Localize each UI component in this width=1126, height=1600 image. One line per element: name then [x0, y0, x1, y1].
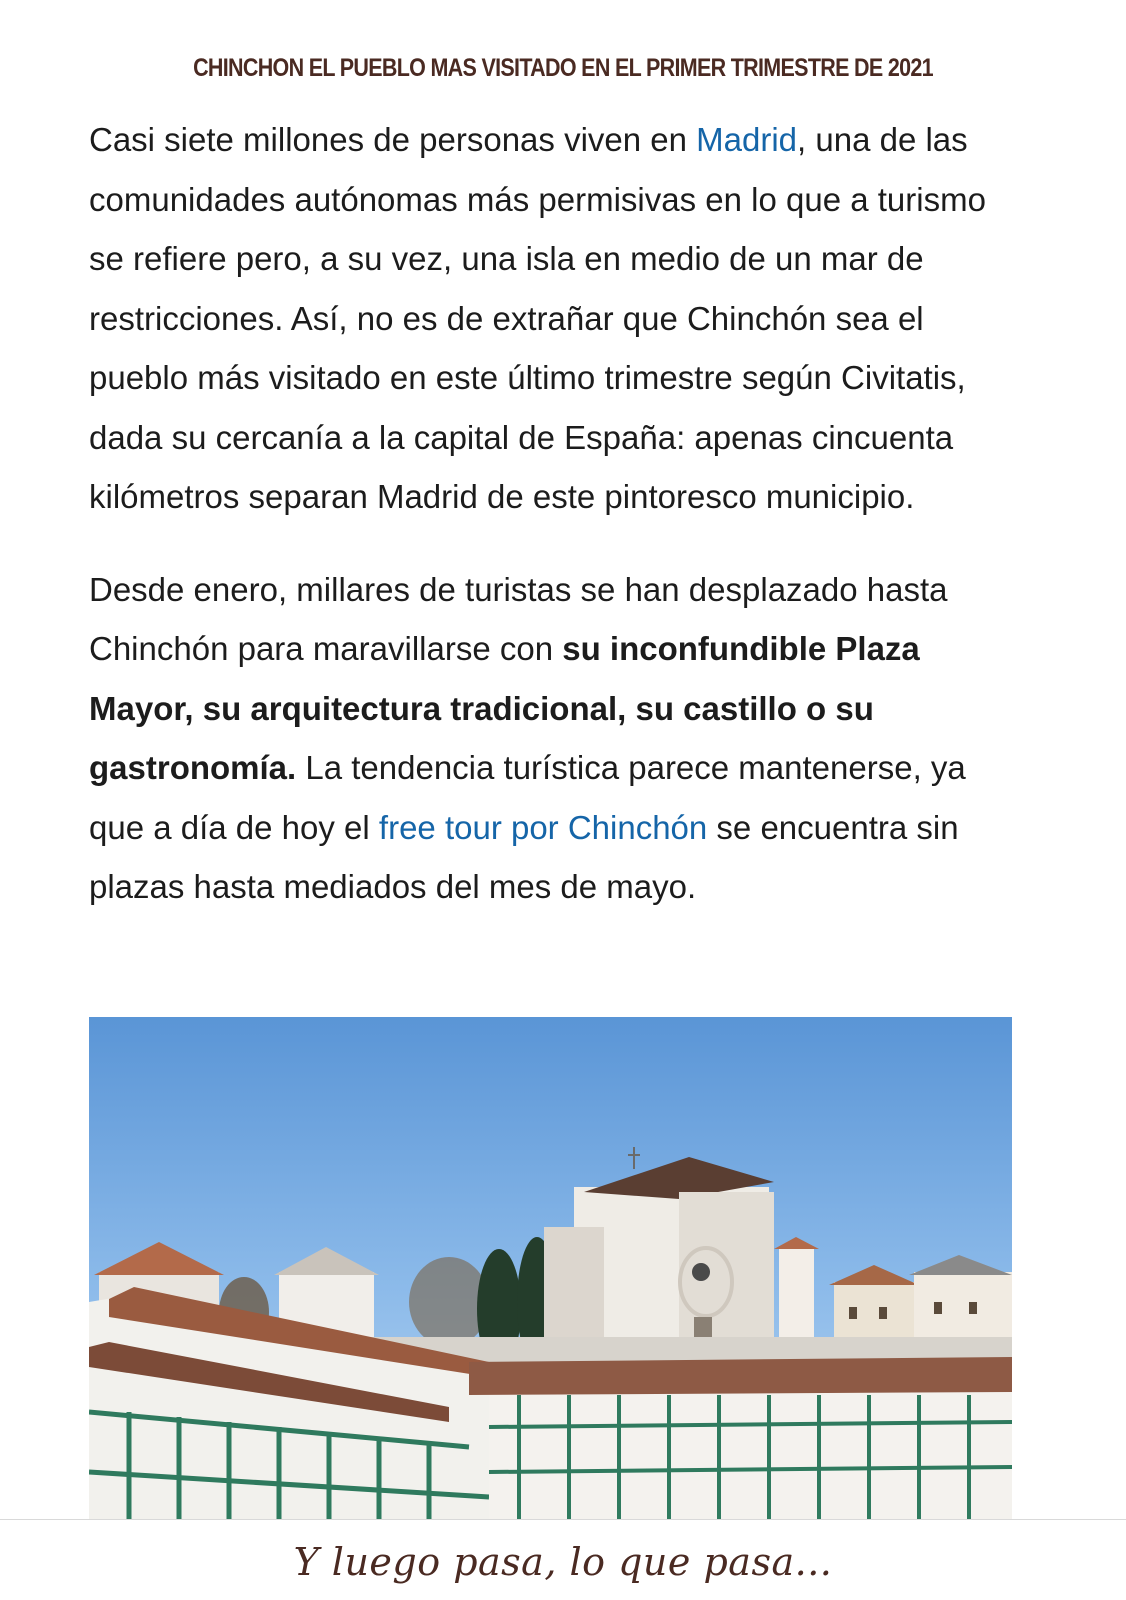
paragraph-1-text-start: Casi siete millones de personas viven en [89, 121, 697, 158]
chinchon-plaza-mayor-photo [89, 1017, 1012, 1519]
paragraph-2-text-intro: Desde enero, millares de turistas se han desplazado hasta Chinchón para maravillarse con [89, 570, 948, 667]
footer-tagline: Y luego pasa, lo que pasa... [293, 1540, 833, 1584]
paragraph-2 [89, 560, 1024, 917]
arcaded-buildings-right [469, 1357, 1012, 1519]
paragraph-1 [89, 110, 1024, 527]
free-tour-chinchon-link[interactable]: free tour por Chinchón [378, 808, 708, 846]
plaza-illustration [89, 1017, 1012, 1519]
paragraph-2-text-end: se encuentra sin plazas hasta mediados del mes de mayo. [89, 808, 959, 905]
article-headline: CHINCHON EL PUEBLO MAS VISITADO EN EL PRIMER TRIMESTRE DE 2021 [193, 54, 933, 82]
article-body [89, 110, 1024, 917]
madrid-link[interactable]: Madrid [696, 121, 798, 158]
paragraph-2-text-middle: La tendencia turística parece mantenerse, ya que a día de hoy el [89, 749, 966, 846]
paragraph-2-highlight: su inconfundible Plaza Mayor, su arquitectura tradicional, su castillo o su gastronomía. [89, 630, 920, 786]
paragraph-1-text-end: , una de las comunidades autónomas más permisivas en lo que a turismo se refiere pero, a su vez, una isla en medio de un mar de restricciones. Así, no es de extrañar que Chinchón sea el pueblo más visitado en este último trimestre según Civitatis, dada su cercanía a la capital de España: apenas cincuenta kilómetros separan Madrid de este pintoresco municipio. [89, 121, 986, 515]
